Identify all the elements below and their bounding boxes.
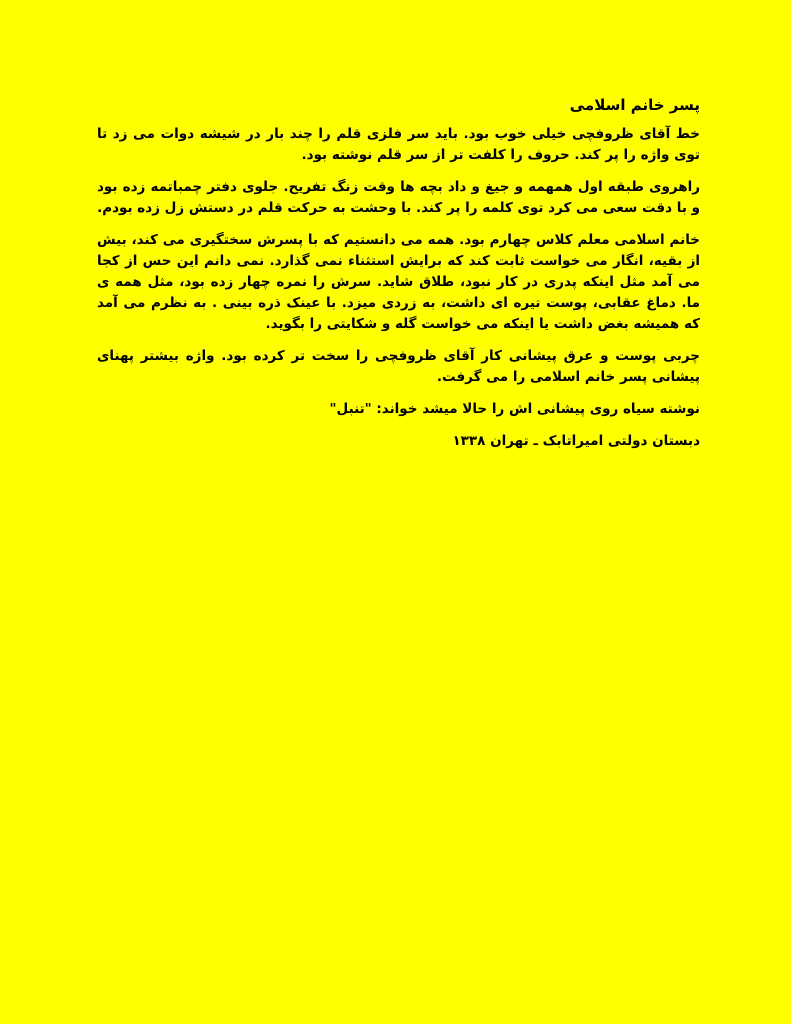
paragraph-2: راهروی طبقه اول همهمه و جیغ و داد بچه ها وقت زنگ تفریح. جلوی دفتر چمباتمه زده بود و با دقت سعی می کرد توی کلمه را پر کند. با وحشت به حرکت قلم در دستش زل زده بودم. xyxy=(97,179,700,216)
paragraph-4: چربی پوست و عرق پیشانی کار آقای ظروفچی را سخت تر کرده بود. واژه بیشتر پهنای پیشانی پسر خانم اسلامی را می گرفت. xyxy=(97,348,700,385)
paragraph-5: نوشته سیاه روی پیشانی اش را حالا میشد خواند: "تنبل" xyxy=(329,401,700,417)
paragraph-3: خانم اسلامی معلم کلاس چهارم بود. همه می دانستیم که با پسرش سختگیری می کند، بیش از بقیه، انگار می خواست ثابت کند که برایش استثناء نمی گذارد. نمی دانم این حس از کجا می آمد مثل اینکه پدری در کار نبود، طلاق شاید. سرش را نمره چهار زده بود، مثل همه ی ما. دماغ عقابی، پوست تیره ای داشت، به زردی میزد. با عینک ذره بینی . به نظرم می آمد که همیشه بغض داشت یا اینکه می خواست گله و شکایتی را بگوید. xyxy=(97,232,700,332)
signature-line: دبستان دولتی امیراتابک ـ تهران ۱۳۳۸ xyxy=(452,433,700,449)
story-body xyxy=(97,94,700,463)
paragraph-1: خط آقای ظروفچی خیلی خوب بود. باید سر فلزی قلم را چند بار در شیشه دوات می زد تا توی واژه را پر کند. حروف را کلفت تر از سر قلم نوشته بود. xyxy=(97,126,700,163)
story-title: پسر خانم اسلامی xyxy=(569,96,700,114)
